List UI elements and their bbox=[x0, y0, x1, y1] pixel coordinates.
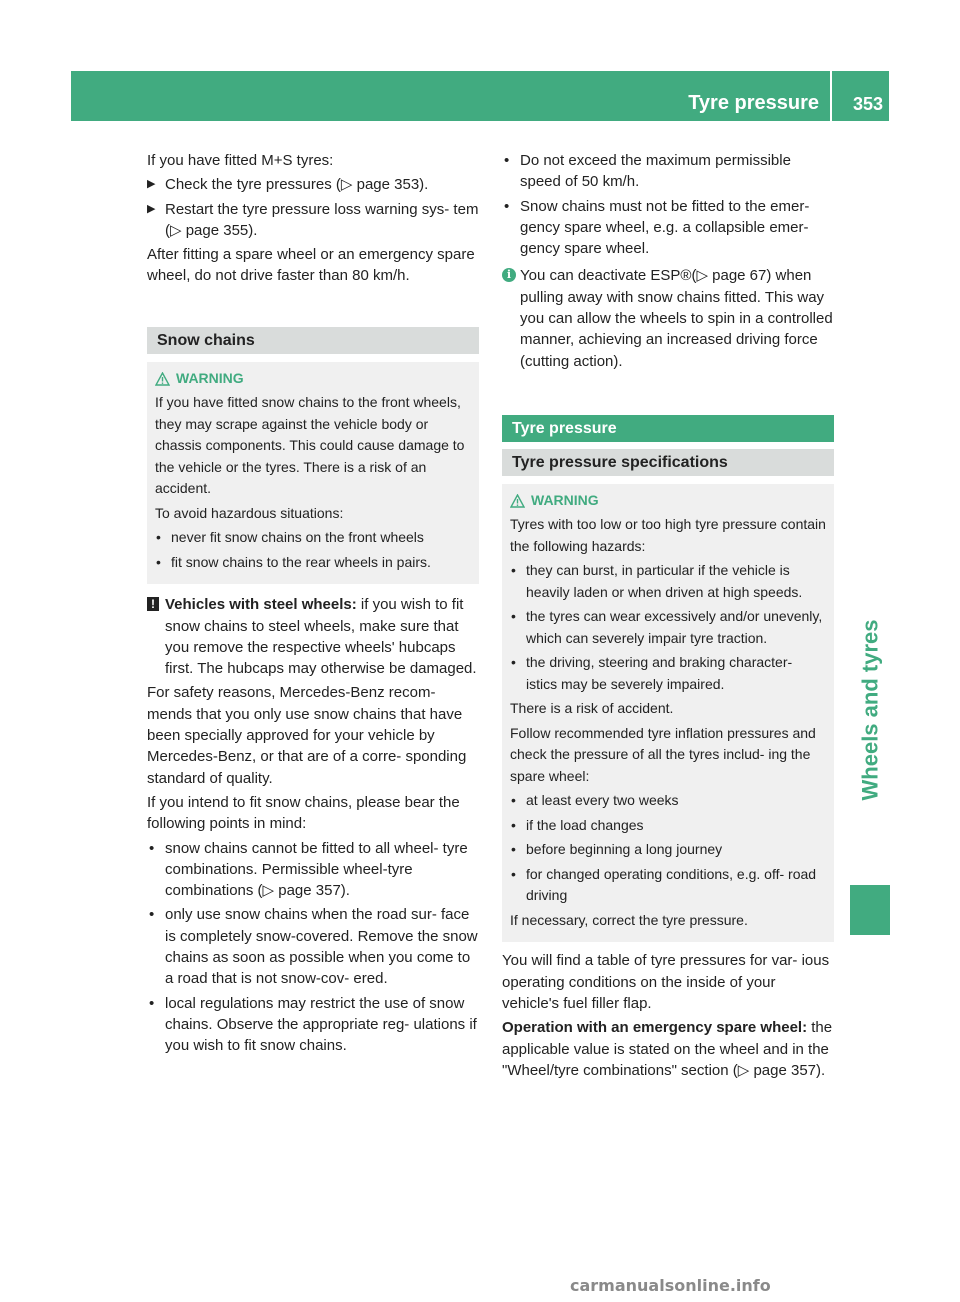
warning-bullet: • at least every two weeks bbox=[510, 790, 826, 812]
warning-text: Tyres with too low or too high tyre pressure contain the following hazards: bbox=[510, 516, 826, 554]
step-item: ▶ Restart the tyre pressure loss warning sys- tem (▷ page 355). bbox=[147, 199, 479, 242]
header-divider bbox=[830, 71, 832, 121]
warning-box bbox=[502, 484, 834, 943]
header-bar bbox=[71, 71, 889, 121]
side-tab bbox=[850, 555, 890, 865]
warning-bullet: • they can burst, in particular if the vehicle is heavily laden or when driven at high speeds. bbox=[510, 560, 826, 603]
warning-avoid: To avoid hazardous situations: bbox=[155, 504, 344, 521]
left-column bbox=[147, 150, 479, 1060]
warning-label: WARNING bbox=[531, 491, 599, 508]
warning-correct: If necessary, correct the tyre pressure. bbox=[510, 911, 748, 928]
warning-title bbox=[510, 490, 826, 512]
header-title: Tyre pressure bbox=[688, 92, 819, 114]
warning-label: WARNING bbox=[176, 369, 244, 386]
warning-bullet: • before beginning a long journey bbox=[510, 839, 826, 861]
tyre-pressure-heading: Tyre pressure bbox=[502, 415, 834, 442]
list-item: • snow chains cannot be fitted to all wheel- tyre combinations. Permissible wheel-tyre combinations (▷ page 357). bbox=[147, 838, 479, 902]
list-item: • Do not exceed the maximum permissible speed of 50 km/h. bbox=[502, 150, 834, 193]
watermark: carmanualsonline.info bbox=[570, 1276, 771, 1295]
spacer bbox=[502, 375, 834, 415]
warning-bullet: • if the load changes bbox=[510, 815, 826, 837]
page-number: 353 bbox=[852, 94, 883, 114]
warning-bullet: • never fit snow chains on the front wheels bbox=[155, 527, 471, 549]
safety-text: For safety reasons, Mercedes-Benz recom- mends that you only use snow chains that have been specially approved for your vehicle by Mercedes-Benz, or that are of a corre- sponding standard of quality. bbox=[147, 684, 467, 787]
warning-risk: There is a risk of accident. bbox=[510, 700, 674, 717]
snow-chains-heading: Snow chains bbox=[147, 327, 479, 354]
tyre-pressure-spec-heading: Tyre pressure specifications bbox=[502, 449, 834, 476]
table-text: You will find a table of tyre pressures for var- ious operating conditions on the inside of your vehicle's fuel filler flap. bbox=[502, 952, 830, 1013]
list-item: • Snow chains must not be fitted to the emer- gency spare wheel, e.g. a collapsible emer- gency spare wheel. bbox=[502, 196, 834, 260]
emergency-bold: Operation with an emergency spare wheel: bbox=[502, 1019, 808, 1037]
warning-follow: Follow recommended tyre inflation pressures and check the pressure of all the tyres includ- ing the spare wheel: bbox=[510, 724, 816, 784]
notice-icon: ! bbox=[147, 597, 159, 611]
emergency-paragraph bbox=[502, 1017, 834, 1081]
warning-bullet: • for changed operating conditions, e.g. off- road driving bbox=[510, 864, 826, 907]
list-item: • local regulations may restrict the use of snow chains. Observe the appropriate reg- ulations if you wish to fit snow chains. bbox=[147, 993, 479, 1057]
notice-paragraph bbox=[147, 594, 479, 679]
info-paragraph bbox=[502, 265, 834, 371]
info-text: You can deactivate ESP®(▷ page 67) when pulling away with snow chains fitted. This way you can allow the wheels to spin in a controlled manner, achieving an increased driving force (cutting action). bbox=[520, 267, 833, 370]
intro-text: If you have fitted M+S tyres: bbox=[147, 152, 334, 169]
warning-text: If you have fitted snow chains to the front wheels, they may scrape against the vehicle body or chassis components. This could cause damage to the vehicle or the tyres. There is a risk of an accident. bbox=[155, 394, 465, 497]
warning-bullet: • the driving, steering and braking character- istics may be severely impaired. bbox=[510, 652, 826, 695]
emergency-text: the applicable value is stated on the wheel and in the "Wheel/tyre combinations" section (▷ page 357). bbox=[502, 1019, 833, 1079]
warning-triangle-icon bbox=[155, 372, 170, 386]
notice-bold: Vehicles with steel wheels: bbox=[165, 596, 357, 614]
step-item: ▶ Check the tyre pressures (▷ page 353). bbox=[147, 174, 479, 195]
side-tab-marker bbox=[850, 885, 890, 935]
warning-bullet: • fit snow chains to the rear wheels in pairs. bbox=[155, 552, 471, 574]
list-item: • only use snow chains when the road sur- face is completely snow-covered. Remove the snow chains as soon as possible when you come to a road that is not snow-cov- ered. bbox=[147, 904, 479, 989]
warning-title bbox=[155, 368, 471, 390]
warning-triangle-icon bbox=[510, 494, 525, 508]
warning-box bbox=[147, 362, 479, 585]
info-icon: i bbox=[502, 268, 516, 282]
warning-bullet: • the tyres can wear excessively and/or unevenly, which can severely impair tyre traction. bbox=[510, 606, 826, 649]
side-tab-label: Wheels and tyres bbox=[857, 619, 883, 801]
notice-text: if you wish to fit snow chains to steel wheels, make sure that you remove the respective wheels' hubcaps first. The hubcaps may otherwise be damaged. bbox=[165, 596, 477, 678]
right-column bbox=[502, 150, 834, 1084]
spare-note: After fitting a spare wheel or an emergency spare wheel, do not drive faster than 80 km/h. bbox=[147, 246, 475, 285]
intend-text: If you intend to fit snow chains, please bear the following points in mind: bbox=[147, 793, 460, 833]
